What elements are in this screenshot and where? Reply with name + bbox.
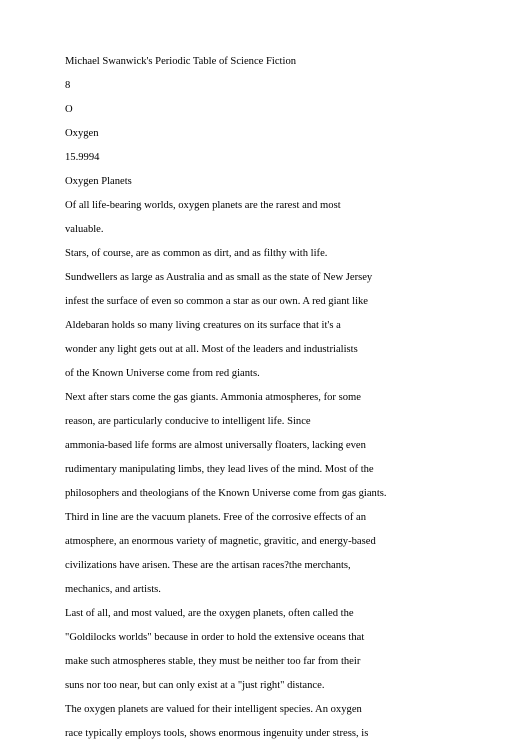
- body-line: Of all life-bearing worlds, oxygen planets are the rarest and most: [65, 200, 341, 211]
- body-line: Last of all, and most valued, are the oxygen planets, often called the: [65, 608, 354, 619]
- body-line: of the Known Universe come from red giants.: [65, 368, 260, 379]
- body-line: Sundwellers as large as Australia and as small as the state of New Jersey: [65, 272, 373, 283]
- body-line: civilizations have arisen. These are the artisan races?the merchants,: [65, 560, 351, 571]
- body-line: make such atmospheres stable, they must be neither too far from their: [65, 656, 361, 667]
- body-line: Aldebaran holds so many living creatures on its surface that it's a: [65, 320, 341, 331]
- body-line: suns nor too near, but can only exist at a "just right" distance.: [65, 680, 325, 691]
- body-line: Third in line are the vacuum planets. Free of the corrosive effects of an: [65, 512, 367, 523]
- element-symbol: O: [65, 104, 73, 115]
- body-line: atmosphere, an enormous variety of magnetic, gravitic, and energy-based: [65, 536, 376, 547]
- body-line: Stars, of course, are as common as dirt, and as filthy with life.: [65, 248, 328, 259]
- body-line: race typically employs tools, shows enormous ingenuity under stress, is: [65, 728, 369, 739]
- body-line: wonder any light gets out at all. Most of the leaders and industrialists: [65, 344, 358, 355]
- element-weight: 15.9994: [65, 152, 100, 163]
- body-line: rudimentary manipulating limbs, they lead lives of the mind. Most of the: [65, 464, 374, 475]
- body-line: valuable.: [65, 224, 104, 235]
- body-line: philosophers and theologians of the Known Universe come from gas giants.: [65, 488, 387, 499]
- body-line: mechanics, and artists.: [65, 584, 161, 595]
- body-line: infest the surface of even so common a star as our own. A red giant like: [65, 296, 369, 307]
- body-line: The oxygen planets are valued for their intelligent species. An oxygen: [65, 704, 362, 715]
- document-header: Michael Swanwick's Periodic Table of Science Fiction: [65, 56, 297, 67]
- body-line: "Goldilocks worlds" because in order to hold the extensive oceans that: [65, 632, 365, 643]
- body-line: ammonia-based life forms are almost universally floaters, lacking even: [65, 440, 366, 451]
- body-line: reason, are particularly conducive to intelligent life. Since: [65, 416, 311, 427]
- story-title: Oxygen Planets: [65, 176, 132, 187]
- body-line: Next after stars come the gas giants. Ammonia atmospheres, for some: [65, 392, 361, 403]
- element-number: 8: [65, 80, 71, 91]
- element-name: Oxygen: [65, 128, 99, 139]
